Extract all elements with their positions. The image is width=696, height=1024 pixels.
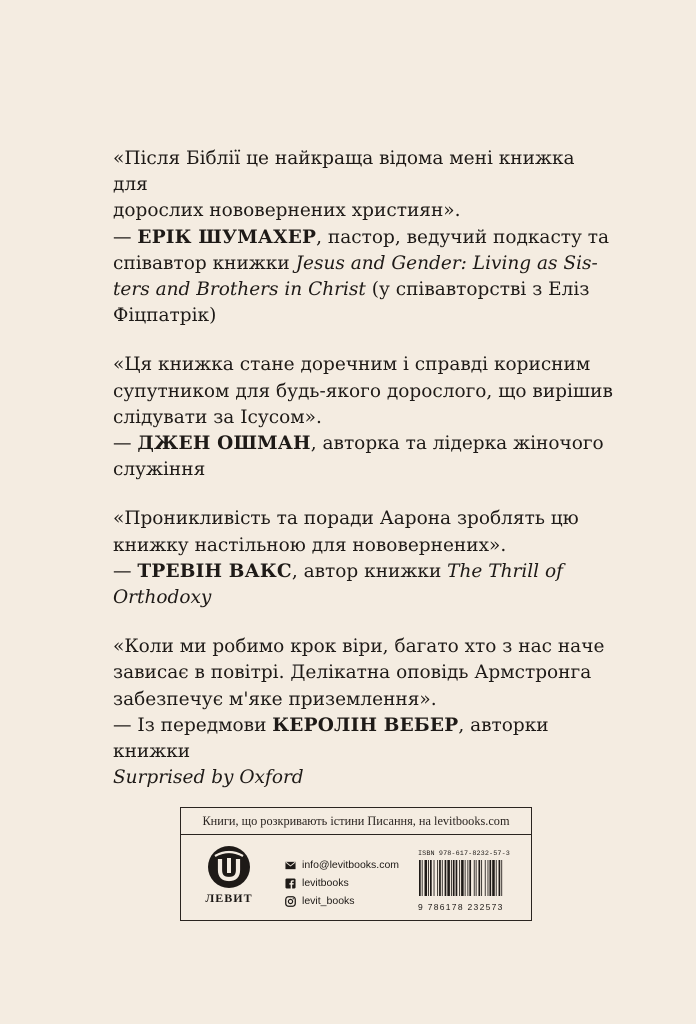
quote-line: слідувати за Ісусом». xyxy=(113,406,322,428)
quote-line: дорослих нововернених християн». xyxy=(113,200,461,222)
attribution-text: служіння xyxy=(113,459,206,481)
attribution-line xyxy=(113,431,613,457)
contact-instagram[interactable] xyxy=(285,892,399,910)
book-title: The Thrill of Orthodoxy xyxy=(113,560,563,609)
attribution-text: , авторки книжки xyxy=(113,714,549,763)
author-name: КЕРОЛІН ВЕБЕР xyxy=(272,714,459,736)
attribution-text: , автор книжки xyxy=(291,560,448,582)
barcode-number: 9 786178 232573 xyxy=(418,902,504,912)
publisher-logo xyxy=(199,844,259,906)
book-title: Jesus and Gender: Living as Sis- xyxy=(295,252,598,274)
quote-line: книжку настільною для нововернених». xyxy=(113,534,507,556)
attribution-line xyxy=(113,713,613,765)
attribution-text: співавтор книжки xyxy=(113,252,296,274)
endorsement-quote xyxy=(113,146,613,329)
contact-instagram-text: levit_books xyxy=(302,895,355,907)
publisher-footer xyxy=(180,807,532,921)
attribution-line xyxy=(113,765,613,791)
isbn-barcode xyxy=(418,850,520,912)
contact-facebook-text: levitbooks xyxy=(302,877,349,889)
instagram-icon xyxy=(285,896,296,907)
attribution-text: — xyxy=(113,560,138,582)
contact-list xyxy=(285,856,399,910)
quote-line: забезпечує м'яке приземлення». xyxy=(113,688,437,710)
book-title: ters and Brothers in Christ xyxy=(113,279,366,301)
attribution-text: (у співавторстві з Еліз xyxy=(365,279,590,301)
contact-email[interactable] xyxy=(285,856,399,874)
quote-line: «Ця книжка стане доречним і справді корисним xyxy=(113,354,591,376)
attribution-text: , пастор, ведучий подкасту та xyxy=(316,226,610,248)
attribution-line xyxy=(113,251,613,277)
quote-line: «Після Біблії це найкраща відома мені книжка для xyxy=(113,148,575,196)
attribution-text: — xyxy=(113,226,138,248)
author-name: ДЖЕН ОШМАН xyxy=(137,433,311,455)
endorsement-quote xyxy=(113,634,613,791)
publisher-tagline: Книги, що розкривають істини Писання, на levitbooks.com xyxy=(181,808,531,835)
contact-email-text: info@levitbooks.com xyxy=(302,859,400,871)
quote-line: «Коли ми робимо крок віри, багато хто з нас наче xyxy=(113,636,605,658)
attribution-line xyxy=(113,277,613,303)
attribution-line xyxy=(113,225,613,251)
author-name: ТРЕВІН ВАКС xyxy=(137,560,292,582)
quote-line: супутником для будь-якого дорослого, що вирішив xyxy=(113,380,613,402)
book-title: Surprised by Oxford xyxy=(113,767,304,789)
quote-line: зависає в повітрі. Делікатна оповідь Армстронга xyxy=(113,662,592,684)
endorsement-quote xyxy=(113,506,613,611)
barcode-icon xyxy=(418,860,520,896)
attribution-text: Фіцпатрік) xyxy=(113,305,217,327)
quote-line: «Проникливість та поради Аарона зроблять цю xyxy=(113,508,579,530)
endorsement-quote xyxy=(113,352,613,483)
attribution-line xyxy=(113,457,613,483)
attribution-line xyxy=(113,303,613,329)
facebook-icon xyxy=(285,878,296,889)
attribution-text: — xyxy=(113,433,138,455)
mail-icon xyxy=(285,860,296,871)
levit-logo-icon xyxy=(206,844,252,890)
logo-wordmark: ЛЕВИТ xyxy=(205,891,253,905)
attribution-text: — Із передмови xyxy=(113,714,273,736)
isbn-label: ISBN 978-617-8232-57-3 xyxy=(418,850,510,858)
author-name: ЕРІК ШУМАХЕР xyxy=(137,226,317,248)
attribution-text: , авторка та лідерка жіночого xyxy=(310,433,604,455)
attribution-line xyxy=(113,559,613,611)
contact-facebook[interactable] xyxy=(285,874,399,892)
endorsements xyxy=(113,146,613,814)
